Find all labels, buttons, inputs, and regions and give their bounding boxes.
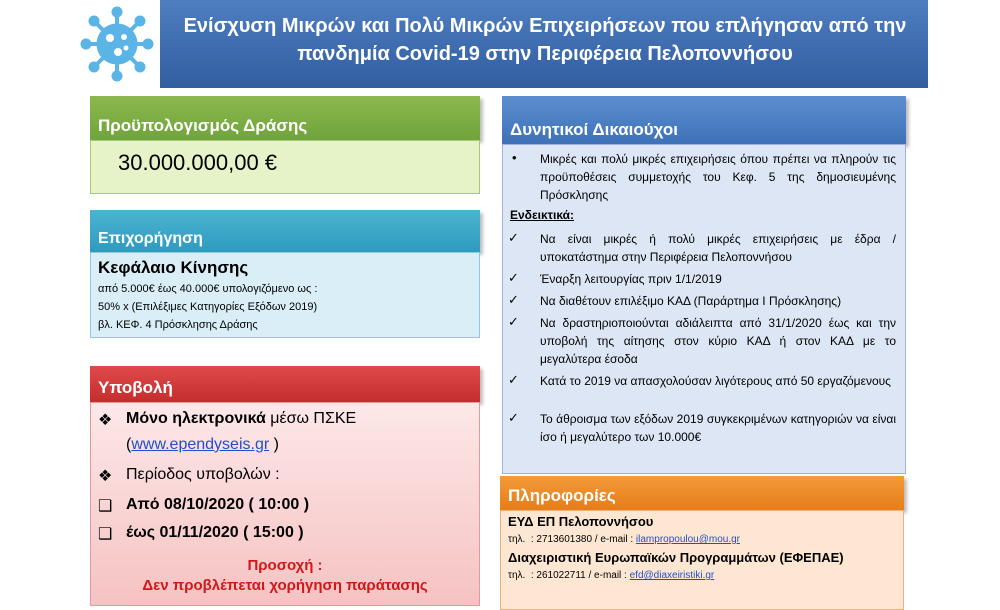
from-date: Από 08/10/2020 ( 10:00 ) [126,496,310,513]
contact-2-name: Διαχειριστική Ευρωπαϊκών Προγραμμάτων (ΕΦΕΠΑΕ) [508,550,844,565]
via-pske-label: μέσω ΠΣΚΕ [265,410,357,427]
contact-1-phone: τηλ. : 2713601380 / e-mail : [508,534,636,545]
contact-1-details [508,534,740,545]
contact-2-phone: τηλ. : 261022711 / e-mail : [508,570,630,581]
title-line-1: Ενίσχυση Μικρών και Πολύ Μικρών Επιχειρήσεων που επλήγησαν από την [183,15,907,37]
budget-heading: Προϋπολογισμός Δράσης [90,96,480,140]
checkbox-bullet-icon: ❑ [98,526,113,543]
criterion-item: Να δραστηριοποιούνται αδιάλειπτα από 31/1/2020 έως και την υποβολή της αίτησης στον κύριο ΚΑΔ ή στον ΚΑΔ με το μεγαλύτερα έσοδα [540,316,896,366]
ependyseis-link[interactable]: www.ependyseis.gr [131,436,270,453]
submission-link-line [126,436,279,454]
covid-virus-logo [74,0,160,88]
submission-from-line [98,496,309,516]
budget-amount: 30.000.000,00 € [118,150,278,175]
check-icon: ✓ [508,292,519,307]
submission-heading: Υποβολή [90,366,480,402]
link-open-paren: ( [126,436,132,453]
warning-title: Προσοχή : [247,557,323,574]
grant-heading: Επιχορήγηση [90,210,480,252]
only-electronic-label: Μόνο ηλεκτρονικά [126,410,266,427]
check-icon: ✓ [508,372,519,387]
title-line-2: πανδημία Covid-19 στην Περιφέρεια Πελοποννήσου [297,43,793,65]
criterion-item: Το άθροισμα των εξόδων 2019 συγκεκριμένων κατηγοριών να είναι ίσο ή μεγαλύτερο των 10.000€ [540,412,896,444]
link-close-paren: ) [269,436,279,453]
page-title [165,12,925,68]
submission-to-line [98,524,304,544]
bullet-icon: • [512,150,517,165]
grant-line-3: βλ. ΚΕΦ. 4 Πρόσκλησης Δράσης [98,319,258,331]
beneficiaries-intro: Μικρές και πολύ μικρές επιχειρήσεις όπου πρέπει να πληρούν τις προϋποθέσεις συμμετοχής του Κεφ. 5 της δημοσιευμένης Πρόσκλησης [540,152,896,202]
contact-2-details [508,570,714,581]
indicative-label: Ενδεικτικά: [510,208,575,222]
diamond-bullet-icon: ❖ [98,468,113,485]
grant-line-1: από 5.000€ έως 40.000€ υπολογιζόμενο ως : [98,283,318,295]
criterion-item: Να είναι μικρές ή πολύ μικρές επιχειρήσεις με έδρα / υποκατάστημα στην Περιφέρεια Πελοποννήσου [540,232,896,264]
check-icon: ✓ [508,314,519,329]
check-icon: ✓ [508,410,519,425]
extension-warning [90,556,480,596]
grant-title: Κεφάλαιο Κίνησης [98,258,249,277]
to-date: έως 01/11/2020 ( 15:00 ) [126,524,304,541]
info-heading: Πληροφορίες [500,476,904,510]
period-label: Περίοδος υποβολών : [126,466,280,483]
virus-icon [74,0,160,88]
criterion-item: Να διαθέτουν επιλέξιμο ΚΑΔ (Παράρτημα Ι Πρόσκλησης) [540,294,842,308]
contact-1-name: ΕΥΔ ΕΠ Πελοποννήσου [508,514,654,529]
diamond-bullet-icon: ❖ [98,412,113,429]
criterion-item: Έναρξη λειτουργίας πριν 1/1/2019 [540,272,722,286]
beneficiaries-heading: Δυνητικοί Δικαιούχοι [502,96,906,144]
criterion-item: Κατά το 2019 να απασχολούσαν λιγότερους από 50 εργαζόμενους [540,374,891,388]
check-icon: ✓ [508,230,519,245]
contact-1-email-link[interactable]: ilampropoulou@mou.gr [635,534,741,545]
check-icon: ✓ [508,270,519,285]
submission-period-line [98,466,280,486]
grant-line-2: 50% x (Επιλέξιμες Κατηγορίες Εξόδων 2019) [98,301,318,313]
contact-2-email-link[interactable]: efd@diaxeiristiki.gr [629,570,715,581]
warning-text: Δεν προβλέπεται χορήγηση παράτασης [142,577,428,594]
submission-electronic-line [98,410,356,430]
checkbox-bullet-icon: ❑ [98,498,113,515]
